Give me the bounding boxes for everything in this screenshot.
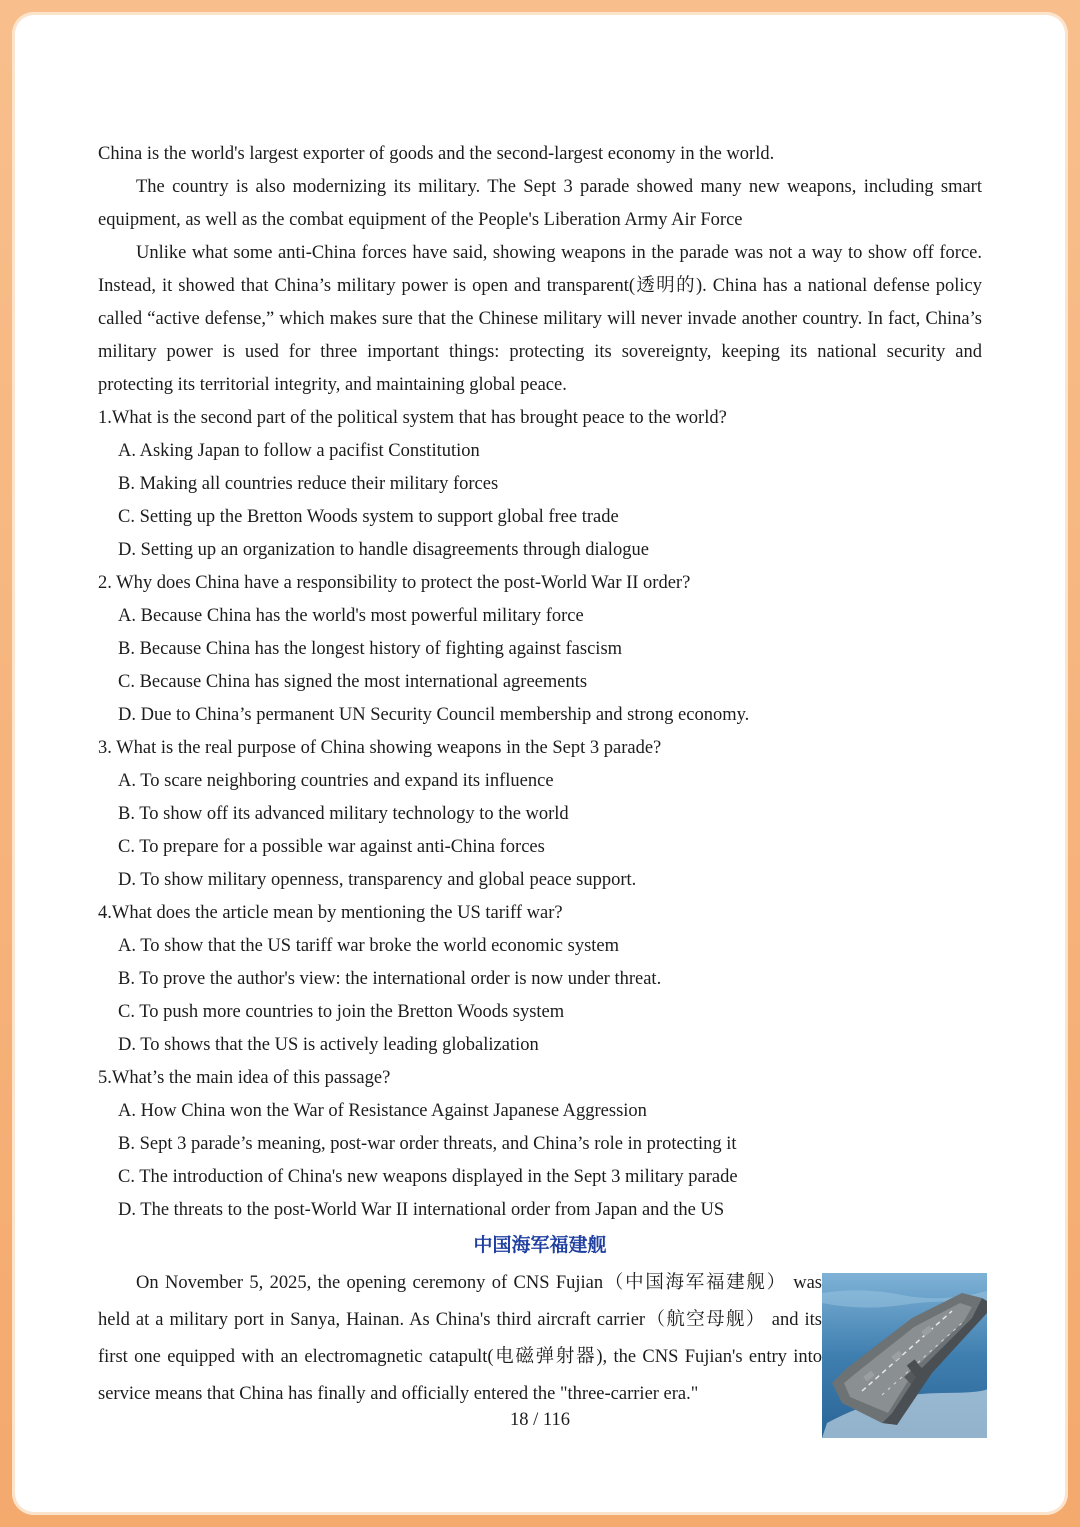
answer-option: B. Sept 3 parade’s meaning, post-war order threats, and China’s role in protecting it: [118, 1134, 737, 1154]
answer-option: B. Making all countries reduce their military forces: [118, 474, 499, 494]
answer-option: B. To show off its advanced military technology to the world: [118, 804, 569, 824]
document-body: [98, 138, 982, 1413]
passage-paragraph-3: Unlike what some anti-China forces have said, showing weapons in the parade was not a way to show off force. Instead, it showed that China’s military power is open and transparent(透明的). China has a national defense policy called “active defense,” which makes sure that the Chinese military will never invade another country. In fact, China’s military power is used for three important things: protecting its sovereignty, keeping its national security and protecting its territorial integrity, and maintaining global peace.: [98, 243, 983, 395]
answer-option: A. To show that the US tariff war broke the world economic system: [118, 936, 620, 956]
passage-paragraph-2: The country is also modernizing its military. The Sept 3 parade showed many new weapons, including smart equipment, as well as the combat equipment of the People's Liberation Army Air Force: [98, 177, 982, 230]
answer-option: B. Because China has the longest history of fighting against fascism: [118, 639, 623, 659]
question-stem: 2. Why does China have a responsibility to protect the post-World War II order?: [98, 573, 691, 593]
answer-option: A. How China won the War of Resistance Against Japanese Aggression: [118, 1101, 647, 1121]
news-section: [98, 1265, 822, 1413]
page-number: 18 / 116: [510, 1410, 570, 1430]
news-title: 中国海军福建舰: [473, 1234, 607, 1256]
answer-option: C. To push more countries to join the Bretton Woods system: [118, 1002, 565, 1022]
answer-option: D. To shows that the US is actively leading globalization: [118, 1035, 539, 1055]
answer-option: A. Because China has the world's most powerful military force: [118, 606, 584, 626]
question-5: [98, 1062, 982, 1227]
passage-paragraph-1: China is the world's largest exporter of goods and the second-largest economy in the world.: [98, 144, 775, 164]
question-stem: 3. What is the real purpose of China showing weapons in the Sept 3 parade?: [98, 738, 662, 758]
question-4: [98, 897, 982, 1062]
answer-option: A. To scare neighboring countries and expand its influence: [118, 771, 554, 791]
answer-option: D. Setting up an organization to handle disagreements through dialogue: [118, 540, 649, 560]
answer-option: D. To show military openness, transparency and global peace support.: [118, 870, 637, 890]
question-stem: 4.What does the article mean by mentioning the US tariff war?: [98, 903, 563, 923]
question-3: [98, 732, 982, 897]
question-1: [98, 402, 982, 567]
answer-option: D. Due to China’s permanent UN Security Council membership and strong economy.: [118, 705, 750, 725]
question-stem: 1.What is the second part of the political system that has brought peace to the world?: [98, 408, 727, 428]
answer-option: C. The introduction of China's new weapons displayed in the Sept 3 military parade: [118, 1167, 738, 1187]
news-paragraph: On November 5, 2025, the opening ceremony of CNS Fujian（中国海军福建舰） was held at a military port in Sanya, Hainan. As China's third aircraft carrier（航空母舰） and its first one equipped with an electromagnetic catapult(电磁弹射器), the CNS Fujian's entry into service means that China has finally and officially entered the "three-carrier era.": [98, 1273, 822, 1404]
answer-option: A. Asking Japan to follow a pacifist Constitution: [118, 441, 480, 461]
question-stem: 5.What’s the main idea of this passage?: [98, 1068, 391, 1088]
question-2: [98, 567, 982, 732]
answer-option: C. To prepare for a possible war against anti-China forces: [118, 837, 545, 857]
answer-option: C. Setting up the Bretton Woods system to support global free trade: [118, 507, 619, 527]
answer-option: C. Because China has signed the most international agreements: [118, 672, 588, 692]
answer-option: D. The threats to the post-World War II international order from Japan and the US: [118, 1200, 725, 1220]
answer-option: B. To prove the author's view: the international order is now under threat.: [118, 969, 662, 989]
document-page: [12, 12, 1068, 1515]
